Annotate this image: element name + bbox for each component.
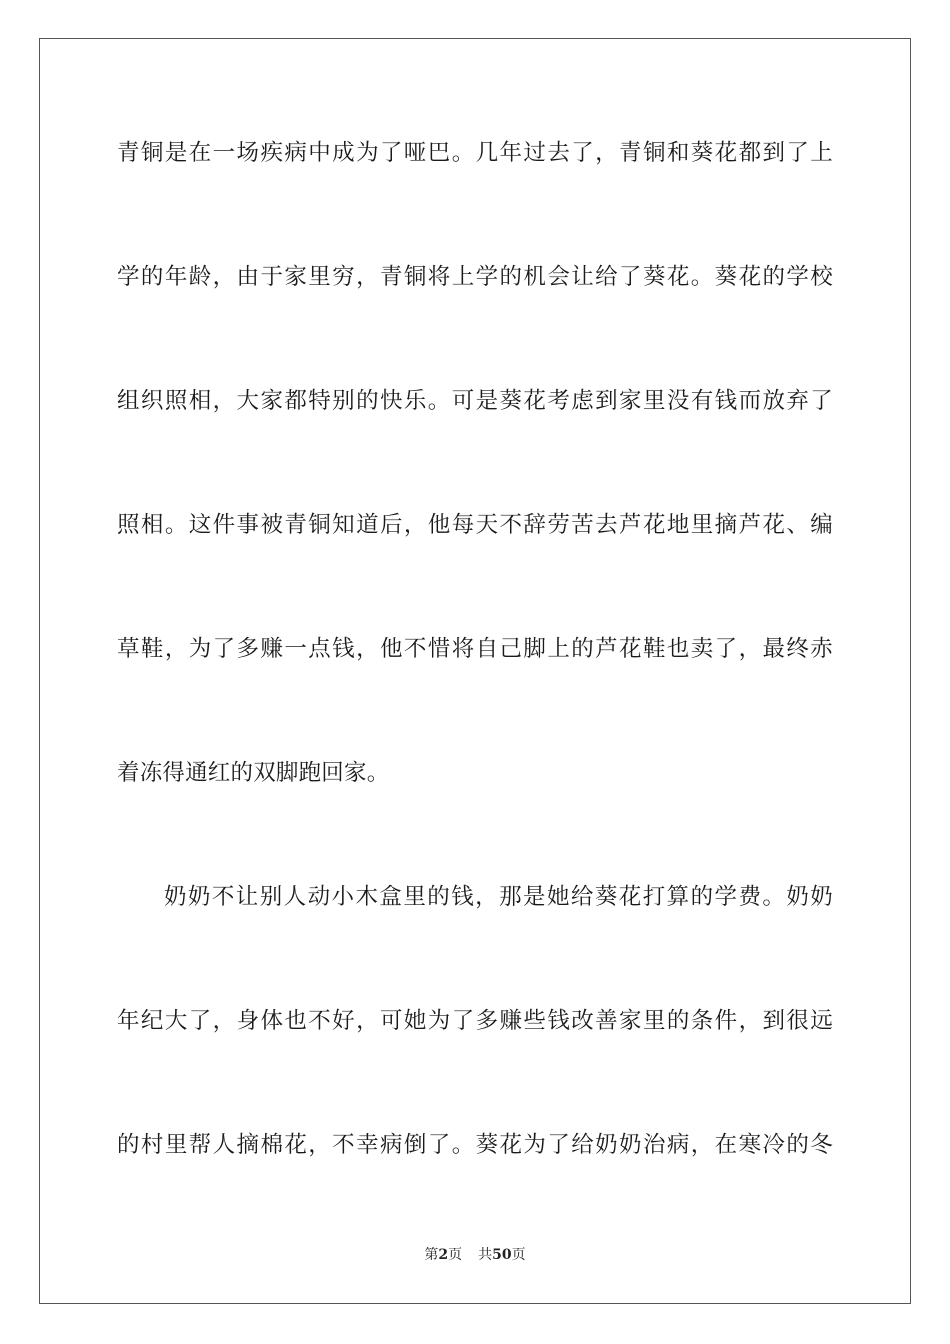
text-line-3: 组织照相，大家都特别的快乐。可是葵花考虑到家里没有钱而放弃了	[117, 388, 833, 414]
text-line-4: 照相。这件事被青铜知道后，他每天不辞劳苦去芦花地里摘芦花、编	[117, 512, 833, 538]
total-prefix: 共	[478, 1247, 493, 1263]
total-pages: 50	[492, 1247, 512, 1263]
page-number: 2	[438, 1247, 449, 1263]
page-prefix: 第	[424, 1247, 439, 1263]
page-border	[39, 38, 911, 1304]
total-suffix: 页	[511, 1247, 526, 1263]
text-line-6: 着冻得通红的双脚跑回家。	[117, 760, 390, 786]
page-footer	[0, 1246, 950, 1264]
text-line-7: 奶奶不让别人动小木盒里的钱，那是她给葵花打算的学费。奶奶	[164, 884, 833, 910]
text-line-2: 学的年龄，由于家里穷，青铜将上学的机会让给了葵花。葵花的学校	[117, 264, 833, 290]
text-line-8: 年纪大了，身体也不好，可她为了多赚些钱改善家里的条件，到很远	[117, 1008, 833, 1034]
text-line-1: 青铜是在一场疾病中成为了哑巴。几年过去了，青铜和葵花都到了上	[117, 140, 833, 166]
text-line-9: 的村里帮人摘棉花，不幸病倒了。葵花为了给奶奶治病，在寒冷的冬	[117, 1132, 833, 1158]
text-line-5: 草鞋，为了多赚一点钱，他不惜将自己脚上的芦花鞋也卖了，最终赤	[117, 636, 833, 662]
page-suffix: 页	[448, 1247, 463, 1263]
